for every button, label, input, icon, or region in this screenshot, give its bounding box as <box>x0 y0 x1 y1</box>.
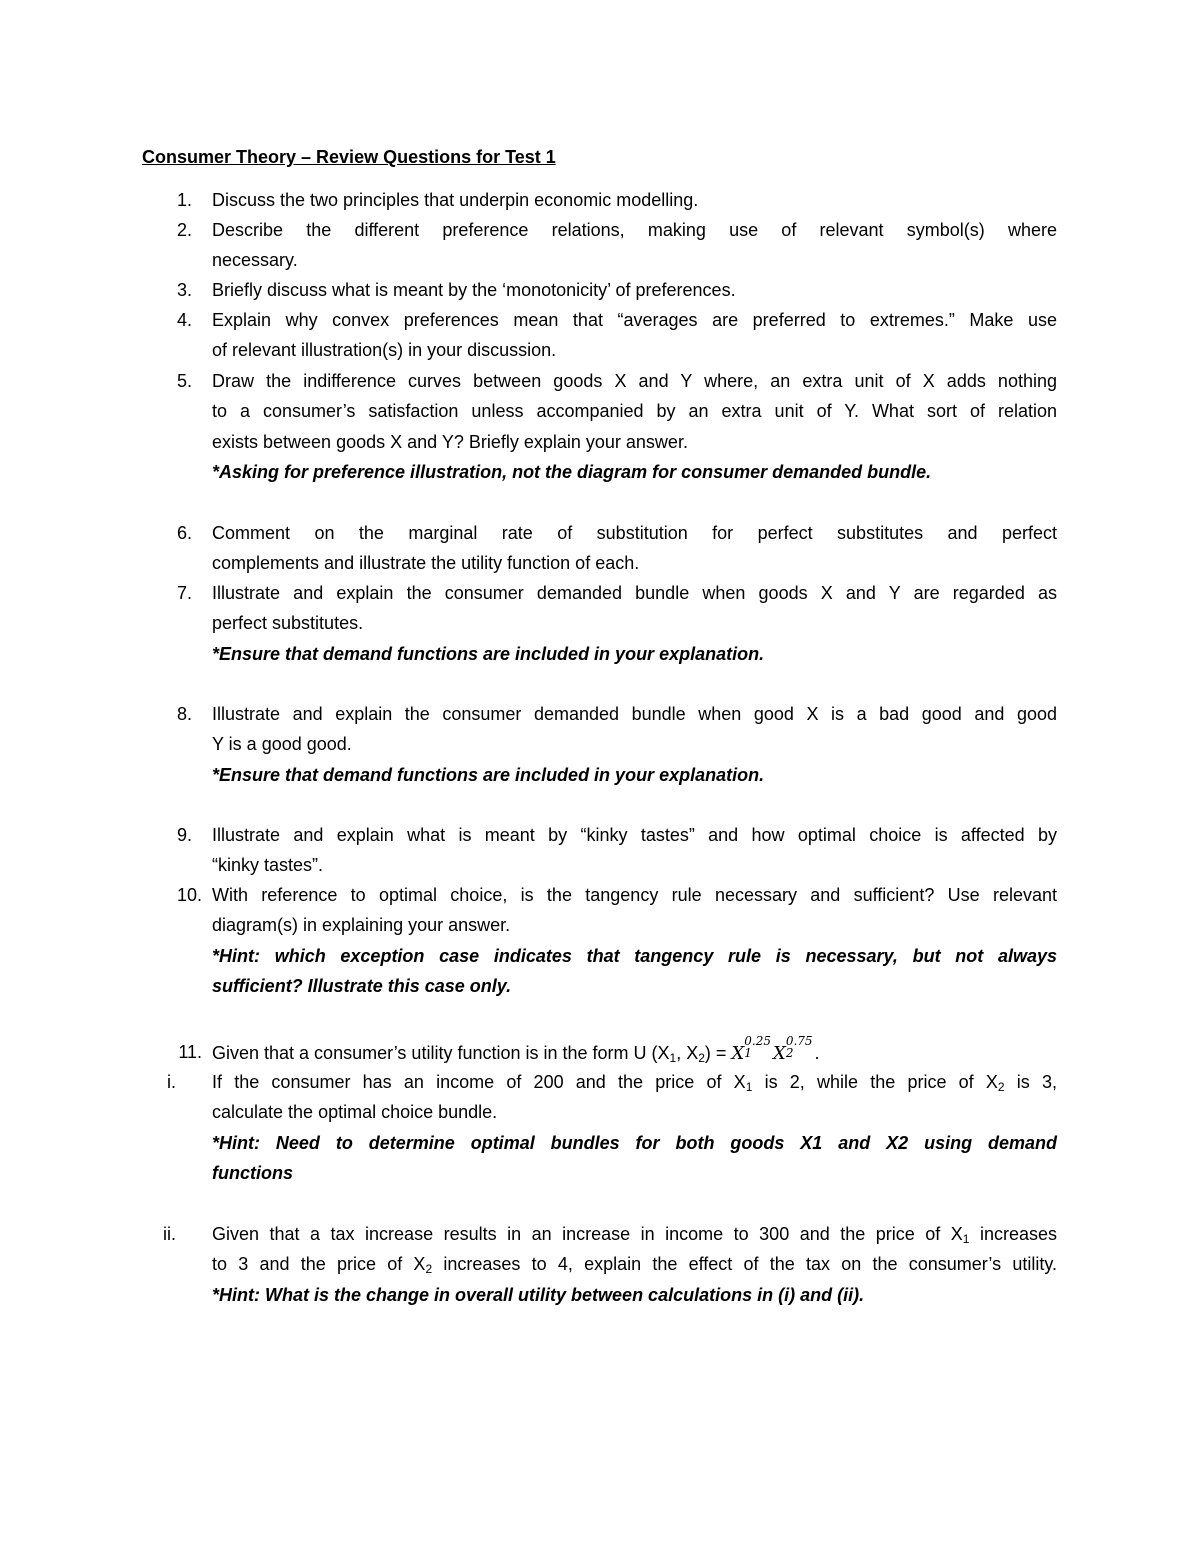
part-ii-number: ii. <box>163 1224 176 1244</box>
part-ii-hint: *Hint: What is the change in overall utility between calculations in (i) and (ii). <box>212 1284 865 1305</box>
question-11-text: ) = <box>704 1043 727 1063</box>
question-5-line: exists between goods X and Y? Briefly explain your answer. <box>212 431 688 452</box>
part-ii-text: increases <box>969 1224 1057 1244</box>
question-2-line: necessary. <box>212 250 298 271</box>
question-4-line: of relevant illustration(s) in your discussion. <box>212 340 557 361</box>
part-i-line: calculate the optimal choice bundle. <box>212 1102 498 1123</box>
question-5-line: Draw the indifference curves between goods X and Y where, an extra unit of X adds nothing <box>212 371 1057 391</box>
question-4-line: Explain why convex preferences mean that “averages are preferred to extremes.” Make use <box>212 310 1057 330</box>
question-10-line: With reference to optimal choice, is the tangency rule necessary and sufficient? Use relevant <box>212 885 1057 905</box>
question-5 <box>212 366 1057 487</box>
subscript: 2 <box>698 1051 705 1065</box>
formula-subscript: 1 <box>744 1046 752 1060</box>
question-7-number: 7. <box>176 583 192 603</box>
question-5-hint: *Asking for preference illustration, not the diagram for consumer demanded bundle. <box>212 461 932 482</box>
question-3-text: Briefly discuss what is meant by the ‘monotonicity’ of preferences. <box>212 280 736 300</box>
part-ii <box>212 1219 1057 1310</box>
question-11-text: . <box>814 1043 820 1063</box>
formula-variable: X <box>731 1043 745 1064</box>
part-ii-line <box>212 1249 1057 1279</box>
question-8-line: Illustrate and explain the consumer demanded bundle when good X is a bad good and good <box>212 704 1057 724</box>
page-title: Consumer Theory – Review Questions for Test 1 <box>142 147 556 167</box>
question-7-hint: *Ensure that demand functions are included in your explanation. <box>212 643 765 664</box>
question-2-number: 2. <box>176 220 192 240</box>
question-7-line: perfect substitutes. <box>212 613 364 634</box>
question-9-number: 9. <box>176 825 192 845</box>
question-2-line: Describe the different preference relations, making use of relevant symbol(s) where <box>212 220 1057 240</box>
part-i-hint: functions <box>212 1162 293 1183</box>
question-1-number: 1. <box>176 190 192 210</box>
formula-exponent: 0.25 <box>744 1034 771 1048</box>
question-8-line: Y is a good good. <box>212 734 352 755</box>
question-8-number: 8. <box>176 704 192 724</box>
part-i-number: i. <box>167 1072 176 1092</box>
question-1-text: Discuss the two principles that underpin economic modelling. <box>212 190 699 210</box>
part-i <box>212 1067 1057 1188</box>
part-i-text: is 2, while the price of X <box>752 1072 998 1092</box>
part-i-text: If the consumer has an income of 200 and the price of X <box>212 1072 746 1092</box>
part-ii-text: Given that a tax increase results in an increase in income to 300 and the price of X <box>212 1224 963 1244</box>
question-11 <box>212 1034 1057 1069</box>
question-11-text: , X <box>676 1043 699 1063</box>
part-i-hint: *Hint: Need to determine optimal bundles for both goods X1 and X2 using demand <box>212 1132 1057 1153</box>
question-5-line: to a consumer’s satisfaction unless accompanied by an extra unit of Y. What sort of relation <box>212 401 1057 422</box>
question-6-number: 6. <box>176 523 192 543</box>
question-9 <box>212 820 1057 881</box>
part-ii-line <box>212 1219 1057 1249</box>
question-1 <box>212 185 1057 215</box>
question-11-number: 11. <box>178 1042 202 1062</box>
question-9-line: Illustrate and explain what is meant by “kinky tastes” and how optimal choice is affected by <box>212 825 1057 845</box>
question-7 <box>212 578 1057 669</box>
formula-variable: X <box>773 1043 786 1064</box>
subscript: 2 <box>997 1080 1005 1094</box>
part-i-line <box>212 1067 1057 1097</box>
question-6-line: complements and illustrate the utility function of each. <box>212 553 640 574</box>
question-3-number: 3. <box>176 280 192 300</box>
question-10-hint: *Hint: which exception case indicates that tangency rule is necessary, but not always <box>212 945 1057 966</box>
question-8-hint: *Ensure that demand functions are included in your explanation. <box>212 764 765 785</box>
question-2 <box>212 215 1057 276</box>
question-4 <box>212 305 1057 366</box>
subscript: 1 <box>745 1080 753 1094</box>
question-10 <box>212 880 1057 1001</box>
question-10-line: diagram(s) in explaining your answer. <box>212 915 511 936</box>
subscript: 2 <box>425 1262 433 1277</box>
subscript: 1 <box>669 1051 677 1065</box>
question-8 <box>212 699 1057 790</box>
part-i-text: is 3, <box>1004 1072 1057 1092</box>
utility-formula <box>731 1034 814 1064</box>
question-3 <box>212 275 1057 305</box>
question-5-number: 5. <box>176 371 192 391</box>
formula-subscript: 2 <box>785 1046 794 1060</box>
question-6-line: Comment on the marginal rate of substitution for perfect substitutes and perfect <box>212 523 1057 543</box>
formula-exponent: 0.75 <box>785 1034 813 1048</box>
part-ii-text: increases to 4, explain the effect of the tax on the consumer’s utility. <box>432 1254 1057 1275</box>
question-11-text: Given that a consumer’s utility function is in the form U (X <box>212 1043 670 1063</box>
subscript: 1 <box>962 1232 970 1246</box>
part-ii-text: to 3 and the price of X <box>212 1254 426 1275</box>
question-7-line: Illustrate and explain the consumer demanded bundle when goods X and Y are regarded as <box>212 583 1057 603</box>
question-6 <box>212 518 1057 579</box>
question-10-number: 10. <box>176 885 202 905</box>
question-10-hint: sufficient? Illustrate this case only. <box>212 975 512 996</box>
question-9-line: “kinky tastes”. <box>212 855 324 876</box>
question-4-number: 4. <box>176 310 192 330</box>
